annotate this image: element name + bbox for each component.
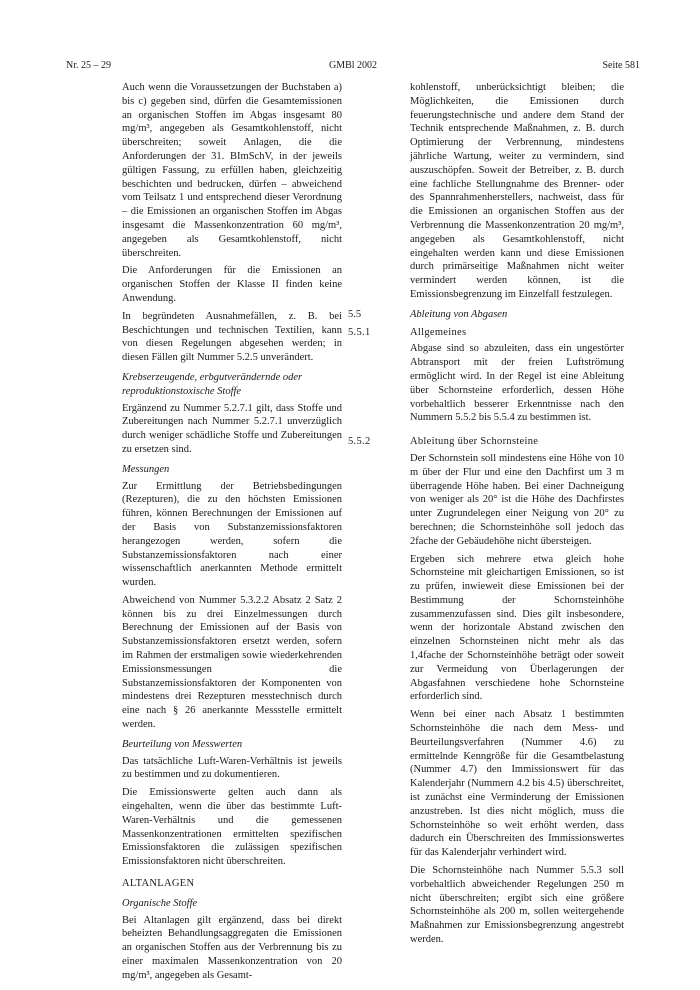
- section-title: [348, 326, 624, 340]
- paragraph: Ergänzend zu Nummer 5.2.7.1 gilt, dass Stoffe und Zubereitungen nach Nummer 5.2.7.1 unverzüglich durch weniger schädliche Stoffe und Zubereitungen zu ersetzen sind.: [122, 402, 342, 455]
- left-column: [122, 81, 342, 987]
- section-heading: ALTANLAGEN: [122, 878, 195, 890]
- paragraph: Zur Ermittlung der Betriebsbedingungen (Rezepturen), die zu den höchsten Emissionen führen, können Berechnungen der Emissionen auf der Basis von Substanzemissionsfaktoren herangezogen werden, sofern die Substanzemissionsfaktoren nach einer wissenschaftlich anerkannten Methode ermittelt wurden.: [122, 480, 342, 589]
- section-number: 5.5.2: [348, 436, 371, 448]
- section-title-text: Ableitung von Abgasen: [410, 308, 508, 320]
- paragraph: Der Schornstein soll mindestens eine Höhe von 10 m über der Flur und eine den Dachfirst um 3 m überragende Höhe haben. Bei einer Dachneigung von weniger als 20° ist die Höhe des Dachfirstes unter Zugrundelegen einer Neigung von 20° zu berechnen; die Schornsteinhöhe soll jedoch das 2fache der Gebäudehöhe nicht übersteigen.: [410, 452, 624, 547]
- paragraph: Abgase sind so abzuleiten, dass ein ungestörter Abtransport mit der freien Luftströmung ermöglicht wird. In der Regel ist eine Ableitung über Schornsteine erforderlich, dessen Höhe vorbehaltlich besserer Erkenntnisse nach den Nummern 5.5.2 bis 5.5.4 zu bestimmen ist.: [410, 343, 624, 424]
- paragraph: Die Schornsteinhöhe nach Nummer 5.5.3 soll vorbehaltlich abweichender Regelungen 250 m nicht überschreiten; ergibt sich eine größere Schornsteinhöhe als 200 m, sollen weitergehende Maßnahmen zur Emissionsbegrenzung angestrebt werden.: [410, 865, 624, 946]
- paragraph: Das tatsächliche Luft-Waren-Verhältnis ist jeweils zu bestimmen und zu dokumentieren.: [122, 755, 342, 781]
- paragraph: In begründeten Ausnahmefällen, z. B. bei Beschichtungen und technischen Textilien, kann von diesen Regelungen abgesehen werden; in diesen Fällen gilt Nummer 5.2.5 unverändert.: [122, 310, 342, 364]
- subheading: Messungen: [122, 463, 170, 475]
- page-number: Seite 581: [602, 60, 640, 71]
- section-5-5-2: [348, 435, 624, 947]
- right-column: [348, 81, 624, 951]
- paragraph: Wenn bei einer nach Absatz 1 bestimmten Schornsteinhöhe die nach dem Mess- und Beurteilungsverfahren (Nummer 4.6) zu ermittelnde Kenngröße für die Gesamtbelastung (Nummer 4.7) den Immissionswert für das Kalenderjahr (Nummern 4.2 bis 4.5) überschreitet, ist zunächst eine Verminderung der Emissionen anzustreben. Ist dies nicht möglich, muss die Schornsteinhöhe so weit erhöht werden, dass dadurch ein Überschreiten des Immissionswertes für das Kalenderjahr verhindert wird.: [410, 709, 624, 859]
- section-5-5: [348, 308, 624, 322]
- page-header: [66, 60, 640, 76]
- paragraph: Die Emissionswerte gelten auch dann als eingehalten, wenn die über das bestimmte Luft-Waren-Verhältnis und die gemessenen Massenkonzentrationen ermittelten spezifischen Emissionsfaktoren die zulässigen spezifischen Emissionsfaktoren nicht überschreiten.: [122, 787, 342, 868]
- subheading: Organische Stoffe: [122, 897, 198, 909]
- paragraph: Die Anforderungen für die Emissionen an organischen Stoffen der Klasse II finden keine Anwendung.: [122, 265, 342, 304]
- section-title: [348, 435, 624, 449]
- section-number: 5.5: [348, 308, 362, 320]
- section-title: [348, 308, 624, 322]
- paragraph: Abweichend von Nummer 5.3.2.2 Absatz 2 Satz 2 können bis zu drei Einzelmessungen durch Berechnung der Emissionen auf der Basis von Substanzemissionsfaktoren ersetzt werden, sofern im Rahmen der erstmaligen sowie wiederkehrenden Emissionsmessungen die Substanzemissionsfaktoren der Komponenten von mindestens drei Rezepturen messtechnisch durch eine nach § 26 anerkannte Messstelle ermittelt werden.: [122, 594, 342, 731]
- paragraph: Auch wenn die Voraussetzungen der Buchstaben a) bis c) gegeben sind, dürfen die Gesamtemissionen an organischen Stoffen im Abgas insgesamt 80 mg/m³, angegeben als Gesamtkohlenstoff, nicht überschreiten; soweit Anlagen, die die Anforderungen der 31. BImSchV, in der jeweils gültigen Fassung, zu erfüllen haben, gleichzeitig beschichten und bedrucken, dürfen – abweichend vom Teilsatz 1 und entsprechend dieser Verordnung – die Emissionen an organischen Stoffen im Abgas insgesamt die Massenkonzentration 60 mg/m³, angegeben als Gesamtkohlenstoff, nicht überschreiten.: [122, 82, 342, 259]
- section-title-text: Ableitung über Schornsteine: [410, 436, 539, 448]
- subheading: Beurteilung von Messwerten: [122, 738, 243, 750]
- section-number: 5.5.1: [348, 326, 371, 338]
- subheading: Krebserzeugende, erbgutverändernde oder reproduktionstoxische Stoffe: [122, 371, 303, 397]
- paragraph: Bei Altanlagen gilt ergänzend, dass bei direkt beheizten Behandlungsaggregaten die Emissionen an organischen Stoffen aus der Verbrennung bis zu einer maximalen Massenkonzentration von 20 mg/m³, angegeben als Gesamt-: [122, 914, 342, 981]
- section-5-5-1: [348, 326, 624, 426]
- journal-title: GMBl 2002: [328, 60, 378, 71]
- paragraph: kohlenstoff, unberücksichtigt bleiben; die Möglichkeiten, die Emissionen durch feuerungstechnische und andere dem Stand der Technik entsprechende Maßnahmen, z. B. durch Optimierung der Verbrennung, mindestens jährliche Wartung, weiter zu vermindern, sind auszuschöpfen. Soweit der Betreiber, z. B. durch eine fachliche Stellungnahme des Brenner- oder des Spannrahmenherstellers, nachweist, dass für die Emissionen an organischen Stoffen aus der Verbrennung die Massenkonzentration 20 mg/m³, angegeben als Gesamtkohlenstoff, nicht eingehalten werden kann und diese Emissionen durch primärseitige Maßnahmen nicht weiter vermindert werden können, ist die Emissionsbegrenzung im Einzelfall festzulegen.: [410, 82, 624, 300]
- issue-number: Nr. 25 – 29: [66, 60, 111, 71]
- paragraph: Ergeben sich mehrere etwa gleich hohe Schornsteine mit gleichartigen Emissionen, so ist zu prüfen, inwieweit diese Emissionen bei der Bestimmung der Schornsteinhöhe zusammenzufassen sind. Dies gilt insbesondere, wenn der horizontale Abstand zwischen den einzelnen Schornsteinen nicht mehr als das 1,4fache der Schornsteinhöhe beträgt oder soweit zur Vermeidung von Überlagerungen der Abgasfahnen verschiedene hohe Schornsteine erforderlich sind.: [410, 553, 624, 703]
- section-title-text: Allgemeines: [410, 326, 467, 338]
